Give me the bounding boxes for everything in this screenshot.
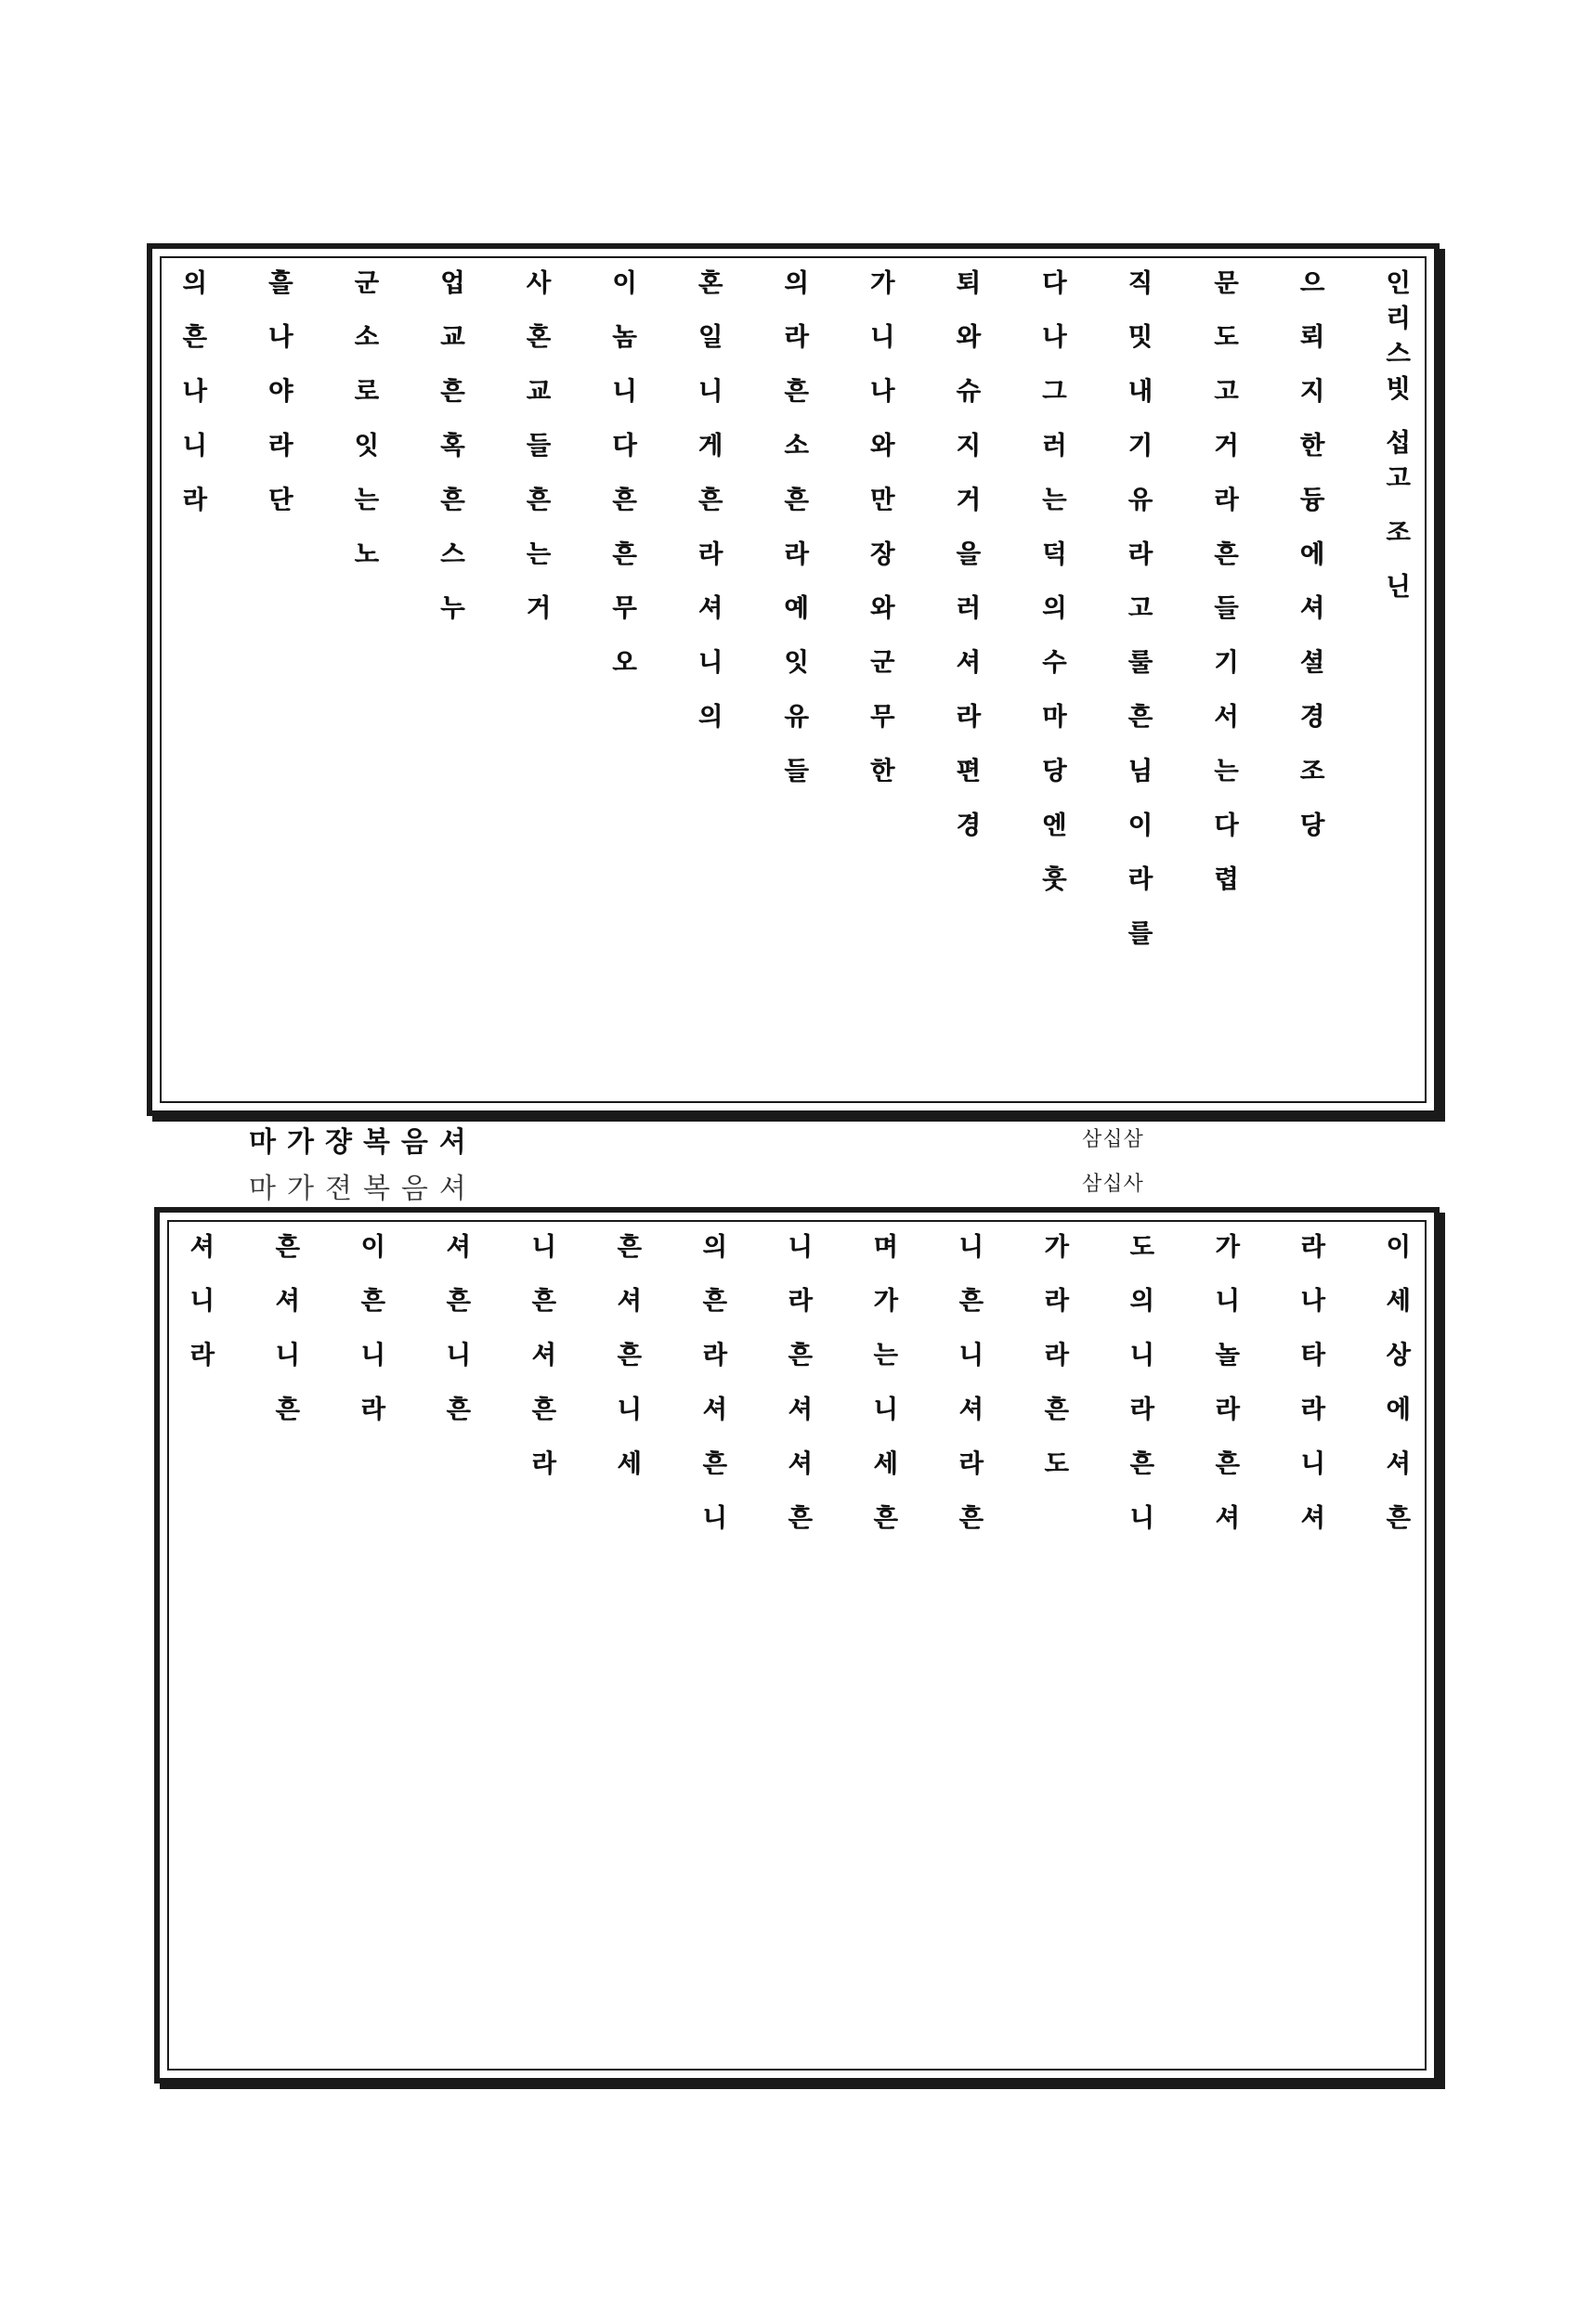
text-column: 라 나 타 라 니 셔 (1296, 1233, 1324, 1539)
text-column: 혼 일 니 게 흔 라 셔 니 의 (693, 269, 723, 739)
bottom-text-panel (154, 1207, 1440, 2084)
text-column: 으 뢰 지 한 듕 에 셔 셜 경 조 당 (1295, 269, 1324, 847)
page-number-mark-2: 삼십사 (1082, 1173, 1144, 1196)
running-head: 마가쟝복음셔 (249, 1126, 477, 1159)
text-column: 업 교 흔 혹 흔 스 누 (435, 269, 464, 630)
text-column: 이 놈 니 다 흔 흔 무 오 (606, 269, 636, 684)
running-head-repeat: 마가젼복음셔 (249, 1173, 477, 1205)
text-column: 흔 셔 흔 니 세 (612, 1233, 641, 1486)
text-column: 의 라 흔 소 흔 라 예 잇 유 들 (778, 269, 808, 793)
text-column: 가 라 라 흔 도 (1039, 1233, 1068, 1486)
text-column: 셔 니 라 (185, 1233, 214, 1377)
text-column: 며 가 는 니 세 흔 (868, 1233, 897, 1539)
text-column: 군 소 로 잇 는 노 (349, 269, 379, 576)
text-column: 퇴 와 슈 지 거 을 러 셔 라 편 경 (951, 269, 981, 847)
text-column: 다 나 그 러 는 덕 의 수 마 당 엔 훗 (1036, 269, 1066, 902)
text-column: 가 니 나 와 만 장 와 군 무 한 (865, 269, 894, 793)
text-column: 문 도 고 거 라 흔 들 기 서 는 다 렵 (1208, 269, 1238, 902)
text-column: 의 흔 나 니 라 (177, 269, 206, 522)
text-column: 흔 셔 니 흔 (270, 1233, 299, 1432)
top-text-columns (173, 269, 1414, 1090)
bottom-text-columns (180, 1233, 1414, 2058)
top-text-panel (147, 243, 1440, 1116)
text-column: 니 흔 니 셔 라 흔 (954, 1233, 983, 1539)
text-column: 직 밋 내 기 유 라 고 룰 흔 님 이 라 를 (1123, 269, 1153, 955)
text-column: 셔 흔 니 흔 (441, 1233, 470, 1432)
text-column: 니 흔 셔 흔 라 (527, 1233, 555, 1486)
text-column: 도 의 니 라 흔 니 (1125, 1233, 1153, 1539)
text-column: 사 혼 교 들 흔 는 거 (521, 269, 551, 630)
text-column: 이 세 상 에 셔 흔 (1381, 1233, 1410, 1539)
page-number-mark: 삼십삼 (1082, 1128, 1144, 1151)
text-column: 흘 나 야 라 단 (263, 269, 293, 522)
text-column: 가 니 놀 라 흔 셔 (1210, 1233, 1239, 1539)
text-column: 인리스빗 섭고 조 닌 (1380, 269, 1410, 609)
text-column: 니 라 흔 셔 셔 흔 (783, 1233, 812, 1539)
text-column: 의 흔 라 셔 흔 니 (697, 1233, 726, 1539)
text-column: 이 흔 니 라 (356, 1233, 384, 1432)
